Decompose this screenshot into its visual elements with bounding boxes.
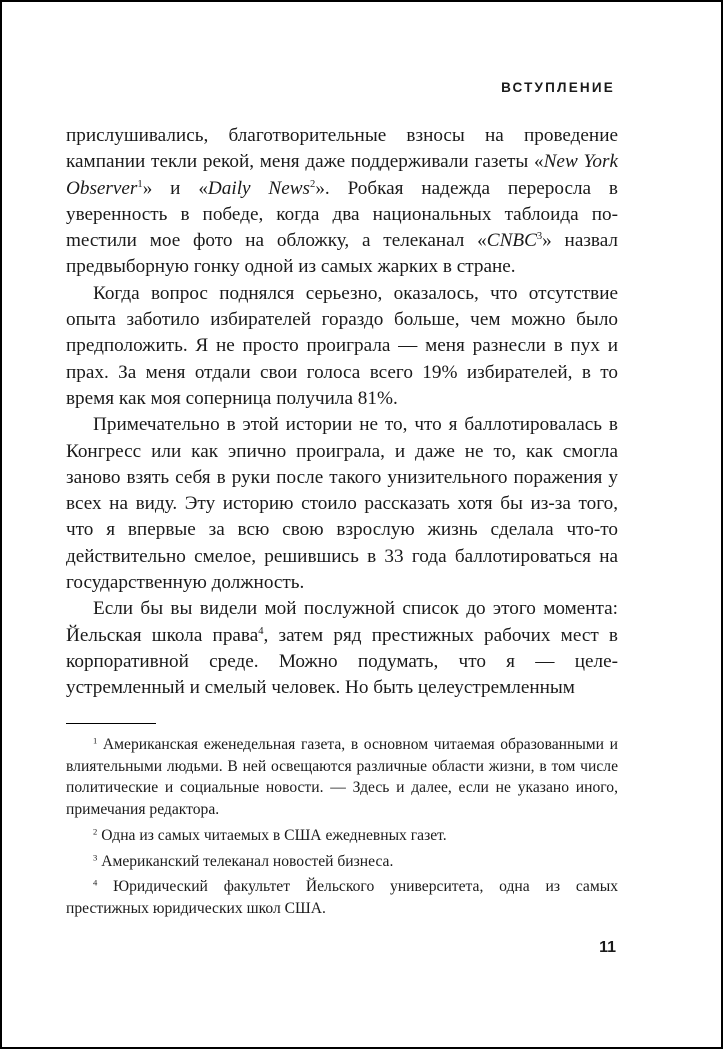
footnote-number: 2 [93,826,98,837]
text-run: » и « [142,177,208,199]
paragraph-4 [66,596,618,701]
footnote-text: Американский телеканал новостей бизнеса. [101,852,394,870]
running-head: ВСТУПЛЕНИЕ [501,80,615,95]
text-run: Если бы вы видели мой послужной список до этого момента: Йельская школа права [66,598,618,646]
footnote-ref-4: 4 [258,625,264,637]
footnote-4 [66,876,618,919]
footnote-number: 4 [93,877,98,888]
footnote-divider [66,723,156,724]
newspaper-name-daily-news: Daily News [207,177,311,199]
footnote-text: Юридический факультет Йельского университета, одна из самых престижных юридических школ США. [66,878,618,917]
text-run: , затем ряд престижных рабочих мест в корпоративной среде. Можно подумать, что я — целеустремленный и смелый человек. Но быть целеустремленным [66,624,618,699]
text-run: прислушивались, благотворительные взносы на проведение кампании текли рекой, меня даже поддерживали газеты « [66,125,618,173]
paragraph-2: Когда вопрос поднялся серьезно, оказалось, что отсутствие опыта заботило избирателей гораздо больше, чем можно было предположить. Я не просто проиграла — меня разнесли в пух и прах. За меня отдали свои голоса всего 19% избирателей, в то время как моя соперница получила 81%. [66,282,618,409]
body-text [66,123,618,702]
paragraph-1 [66,123,618,281]
footnote-number: 1 [93,735,98,746]
footnote-1 [66,734,618,821]
channel-name-cnbc: CNBC [486,230,537,252]
footnotes [66,734,618,924]
footnote-number: 3 [93,851,98,862]
text-run: » назвал предвыборную гонку одной из самых жарких в стране. [66,230,618,278]
footnote-ref-3: 3 [536,231,543,243]
paragraph-3: Примечательно в этой истории не то, что я баллотировалась в Конгресс или как эпично проиграла, и даже не то, как смогла заново взять себя в руки после такого унизительного поражения у всех на виду. Эту историю стоило рассказать хотя бы из-за того, что я впервые за всю свою взрослую жизнь сделала что-то действительно смелое, решившись в 33 года баллотироваться на государственную должность. [66,414,618,594]
footnote-text: Американская еженедельная газета, в основном читаемая образованными и влиятельными людьми. В ней освещаются различные области жизни, в том числе политические и социальные новости. — Здесь и далее, если не указано иного, примечания редактора. [66,736,618,819]
page-number: 11 [599,939,616,956]
footnote-ref-2: 2 [310,178,316,190]
newspaper-name-ny-observer: New York Observer [66,151,619,199]
text-run: ». Робкая надежда переросла в уверенность в победе, когда два национальных таблоида поmестили мое фото на обложку, а телеканал « [66,177,618,252]
footnote-ref-1: 1 [137,178,143,190]
footnote-2 [66,825,618,847]
footnote-3 [66,851,618,873]
footnote-text: Одна из самых читаемых в США ежедневных газет. [101,826,447,844]
